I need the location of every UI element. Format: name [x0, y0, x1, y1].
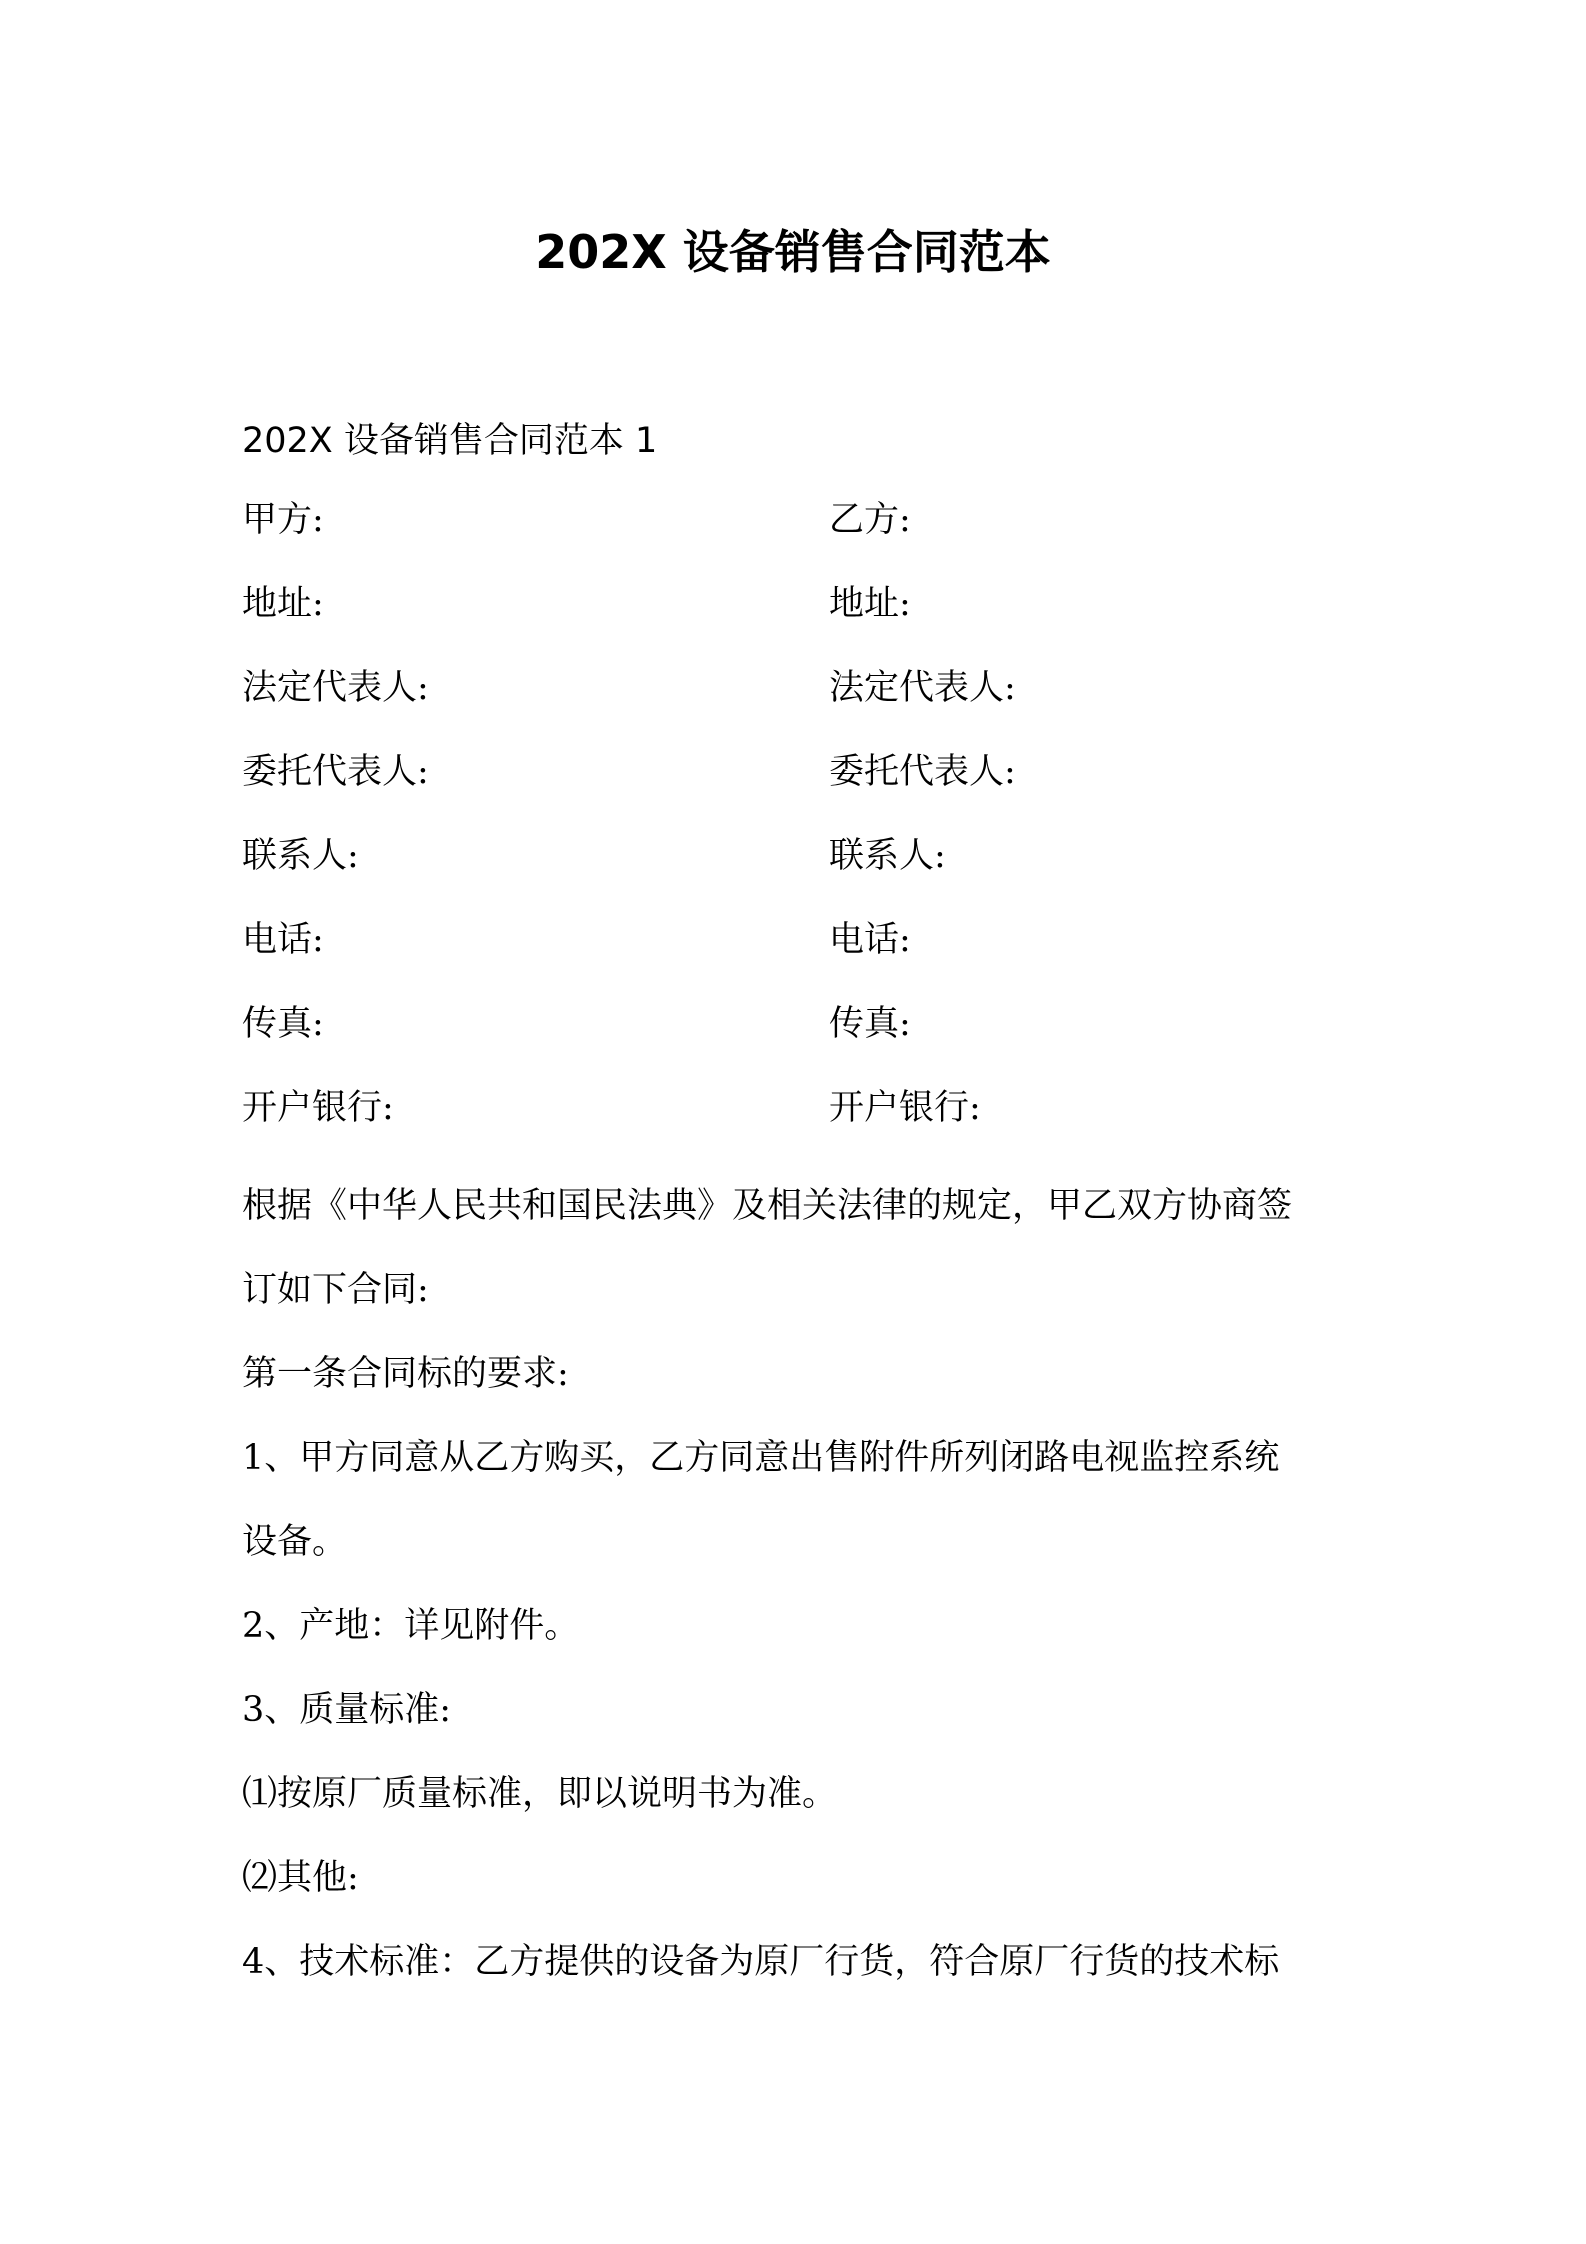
contract-body	[242, 1164, 1362, 2004]
party-a-label: 甲方:	[242, 500, 324, 540]
party-b-label: 乙方:	[829, 500, 911, 540]
paragraph: 设备。	[242, 1522, 348, 1562]
party-a-phone-label: 电话:	[242, 920, 324, 960]
party-a-agent-label: 委托代表人:	[242, 752, 429, 792]
party-a-contact-label: 联系人:	[242, 836, 359, 876]
section-title: 202X 设备销售合同范本 1	[242, 421, 658, 461]
party-b-bank-label: 开户银行:	[829, 1088, 981, 1128]
party-b-phone-label: 电话:	[829, 920, 911, 960]
party-a-legal-rep-label: 法定代表人:	[242, 668, 429, 708]
party-row	[242, 492, 1362, 576]
party-row	[242, 912, 1362, 996]
party-info-block	[242, 492, 1362, 1164]
party-b-agent-label: 委托代表人:	[829, 752, 1016, 792]
party-a-fax-label: 传真:	[242, 1004, 324, 1044]
party-row	[242, 744, 1362, 828]
paragraph: ⑵其他:	[242, 1858, 359, 1898]
party-row	[242, 576, 1362, 660]
paragraph: 3、质量标准:	[242, 1690, 452, 1730]
paragraph: 1、甲方同意从乙方购买，乙方同意出售附件所列闭路电视监控系统	[242, 1438, 1280, 1478]
party-b-legal-rep-label: 法定代表人:	[829, 668, 1016, 708]
party-row	[242, 828, 1362, 912]
party-a-bank-label: 开户银行:	[242, 1088, 394, 1128]
party-b-contact-label: 联系人:	[829, 836, 946, 876]
party-row	[242, 996, 1362, 1080]
article-heading: 第一条合同标的要求:	[242, 1354, 569, 1394]
paragraph: 2、产地：详见附件。	[242, 1606, 580, 1646]
paragraph: 根据《中华人民共和国民法典》及相关法律的规定，甲乙双方协商签	[242, 1186, 1293, 1226]
party-row	[242, 1080, 1362, 1164]
paragraph: ⑴按原厂质量标准，即以说明书为准。	[242, 1774, 838, 1814]
party-b-address-label: 地址:	[829, 584, 911, 624]
paragraph: 订如下合同:	[242, 1270, 429, 1310]
paragraph: 4、技术标准：乙方提供的设备为原厂行货，符合原厂行货的技术标	[242, 1942, 1280, 1982]
party-b-fax-label: 传真:	[829, 1004, 911, 1044]
party-row	[242, 660, 1362, 744]
party-a-address-label: 地址:	[242, 584, 324, 624]
document-title: 202X 设备销售合同范本	[535, 225, 1051, 279]
